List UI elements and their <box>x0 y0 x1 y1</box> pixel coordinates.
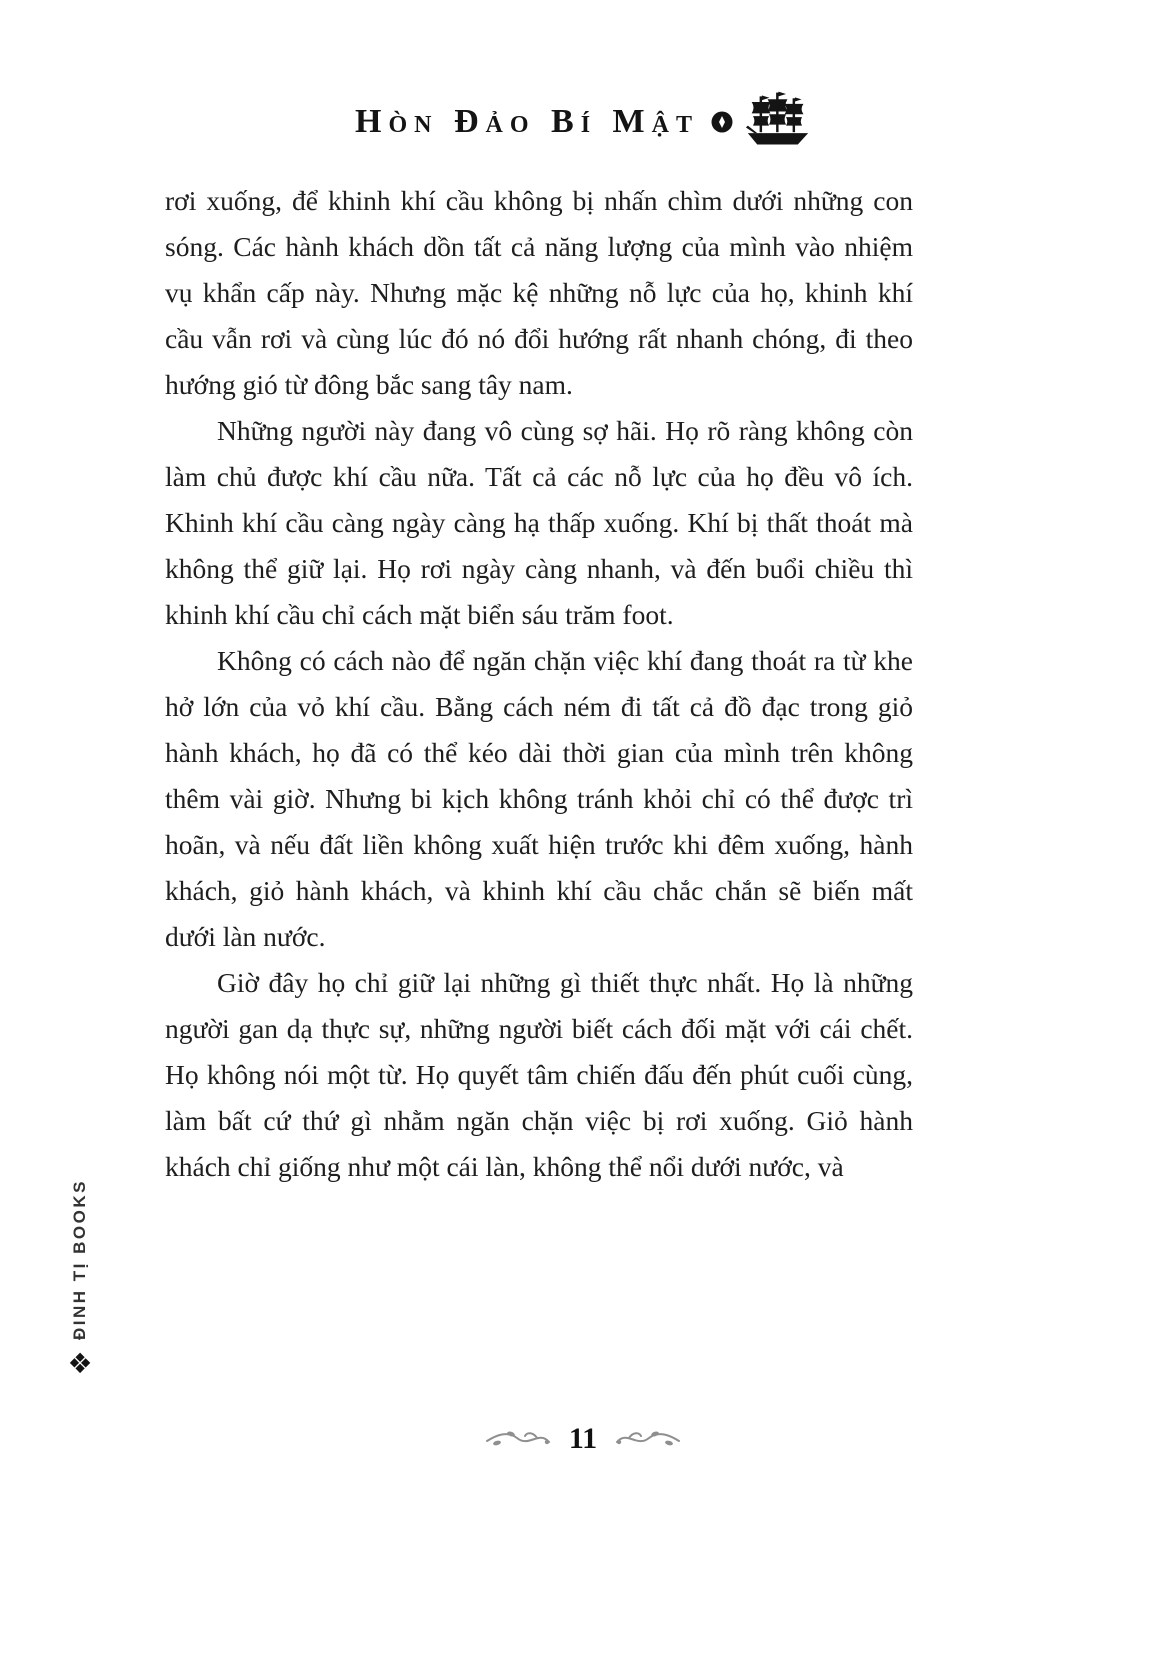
page-header <box>0 96 1166 148</box>
page-body <box>165 178 913 1190</box>
book-title: Hòn Đảo Bí Mật <box>355 103 699 140</box>
publisher-sidebar <box>58 1179 102 1382</box>
diamond-ornament-icon: ❖ <box>67 1347 93 1380</box>
floral-flourish-icon <box>615 1426 681 1452</box>
paragraph: Những người này đang vô cùng sợ hãi. Họ rõ ràng không còn làm chủ được khí cầu nữa. Tất cả các nỗ lực của họ đều vô ích. Khinh khí cầu càng ngày càng hạ thấp xuống. Khí bị thất thoát mà không thể giữ lại. Họ rơi ngày càng nhanh, và đến buổi chiều thì khinh khí cầu chỉ cách mặt biển sáu trăm foot. <box>165 415 913 630</box>
paragraph: rơi xuống, để khinh khí cầu không bị nhấn chìm dưới những con sóng. Các hành khách dồn tất cả năng lượng của mình vào nhiệm vụ khẩn cấp này. Nhưng mặc kệ những nỗ lực của họ, khinh khí cầu vẫn rơi và cùng lúc đó nó đổi hướng rất nhanh chóng, đi theo hướng gió từ đông bắc sang tây nam. <box>165 185 913 400</box>
paragraph: Giờ đây họ chỉ giữ lại những gì thiết thực nhất. Họ là những người gan dạ thực sự, những người biết cách đối mặt với cái chết. Họ không nói một từ. Họ quyết tâm chiến đấu đến phút cuối cùng, làm bất cứ thứ gì nhằm ngăn chặn việc bị rơi xuống. Giỏ hành khách chỉ giống như một cái làn, không thể nổi dưới nước, và <box>165 967 913 1182</box>
floral-flourish-icon <box>485 1426 551 1452</box>
page-footer <box>0 1422 1166 1456</box>
page-number: 11 <box>568 1422 598 1455</box>
paragraph: Không có cách nào để ngăn chặn việc khí đang thoát ra từ khe hở lớn của vỏ khí cầu. Bằng cách ném đi tất cả đồ đạc trong giỏ hành khách, họ đã có thể kéo dài thời gian của mình trên không thêm vài giờ. Nhưng bi kịch không tránh khỏi chỉ có thể được trì hoãn, và nếu đất liền không xuất hiện trước khi đêm xuống, hành khách, giỏ hành khách, và khinh khí cầu chắc chắn sẽ biến mất dưới làn nước. <box>165 645 913 952</box>
sailing-ship-icon <box>745 90 811 148</box>
publisher-name: ĐINH TỊ BOOKS <box>70 1179 89 1340</box>
black-medallion-icon <box>711 111 733 133</box>
